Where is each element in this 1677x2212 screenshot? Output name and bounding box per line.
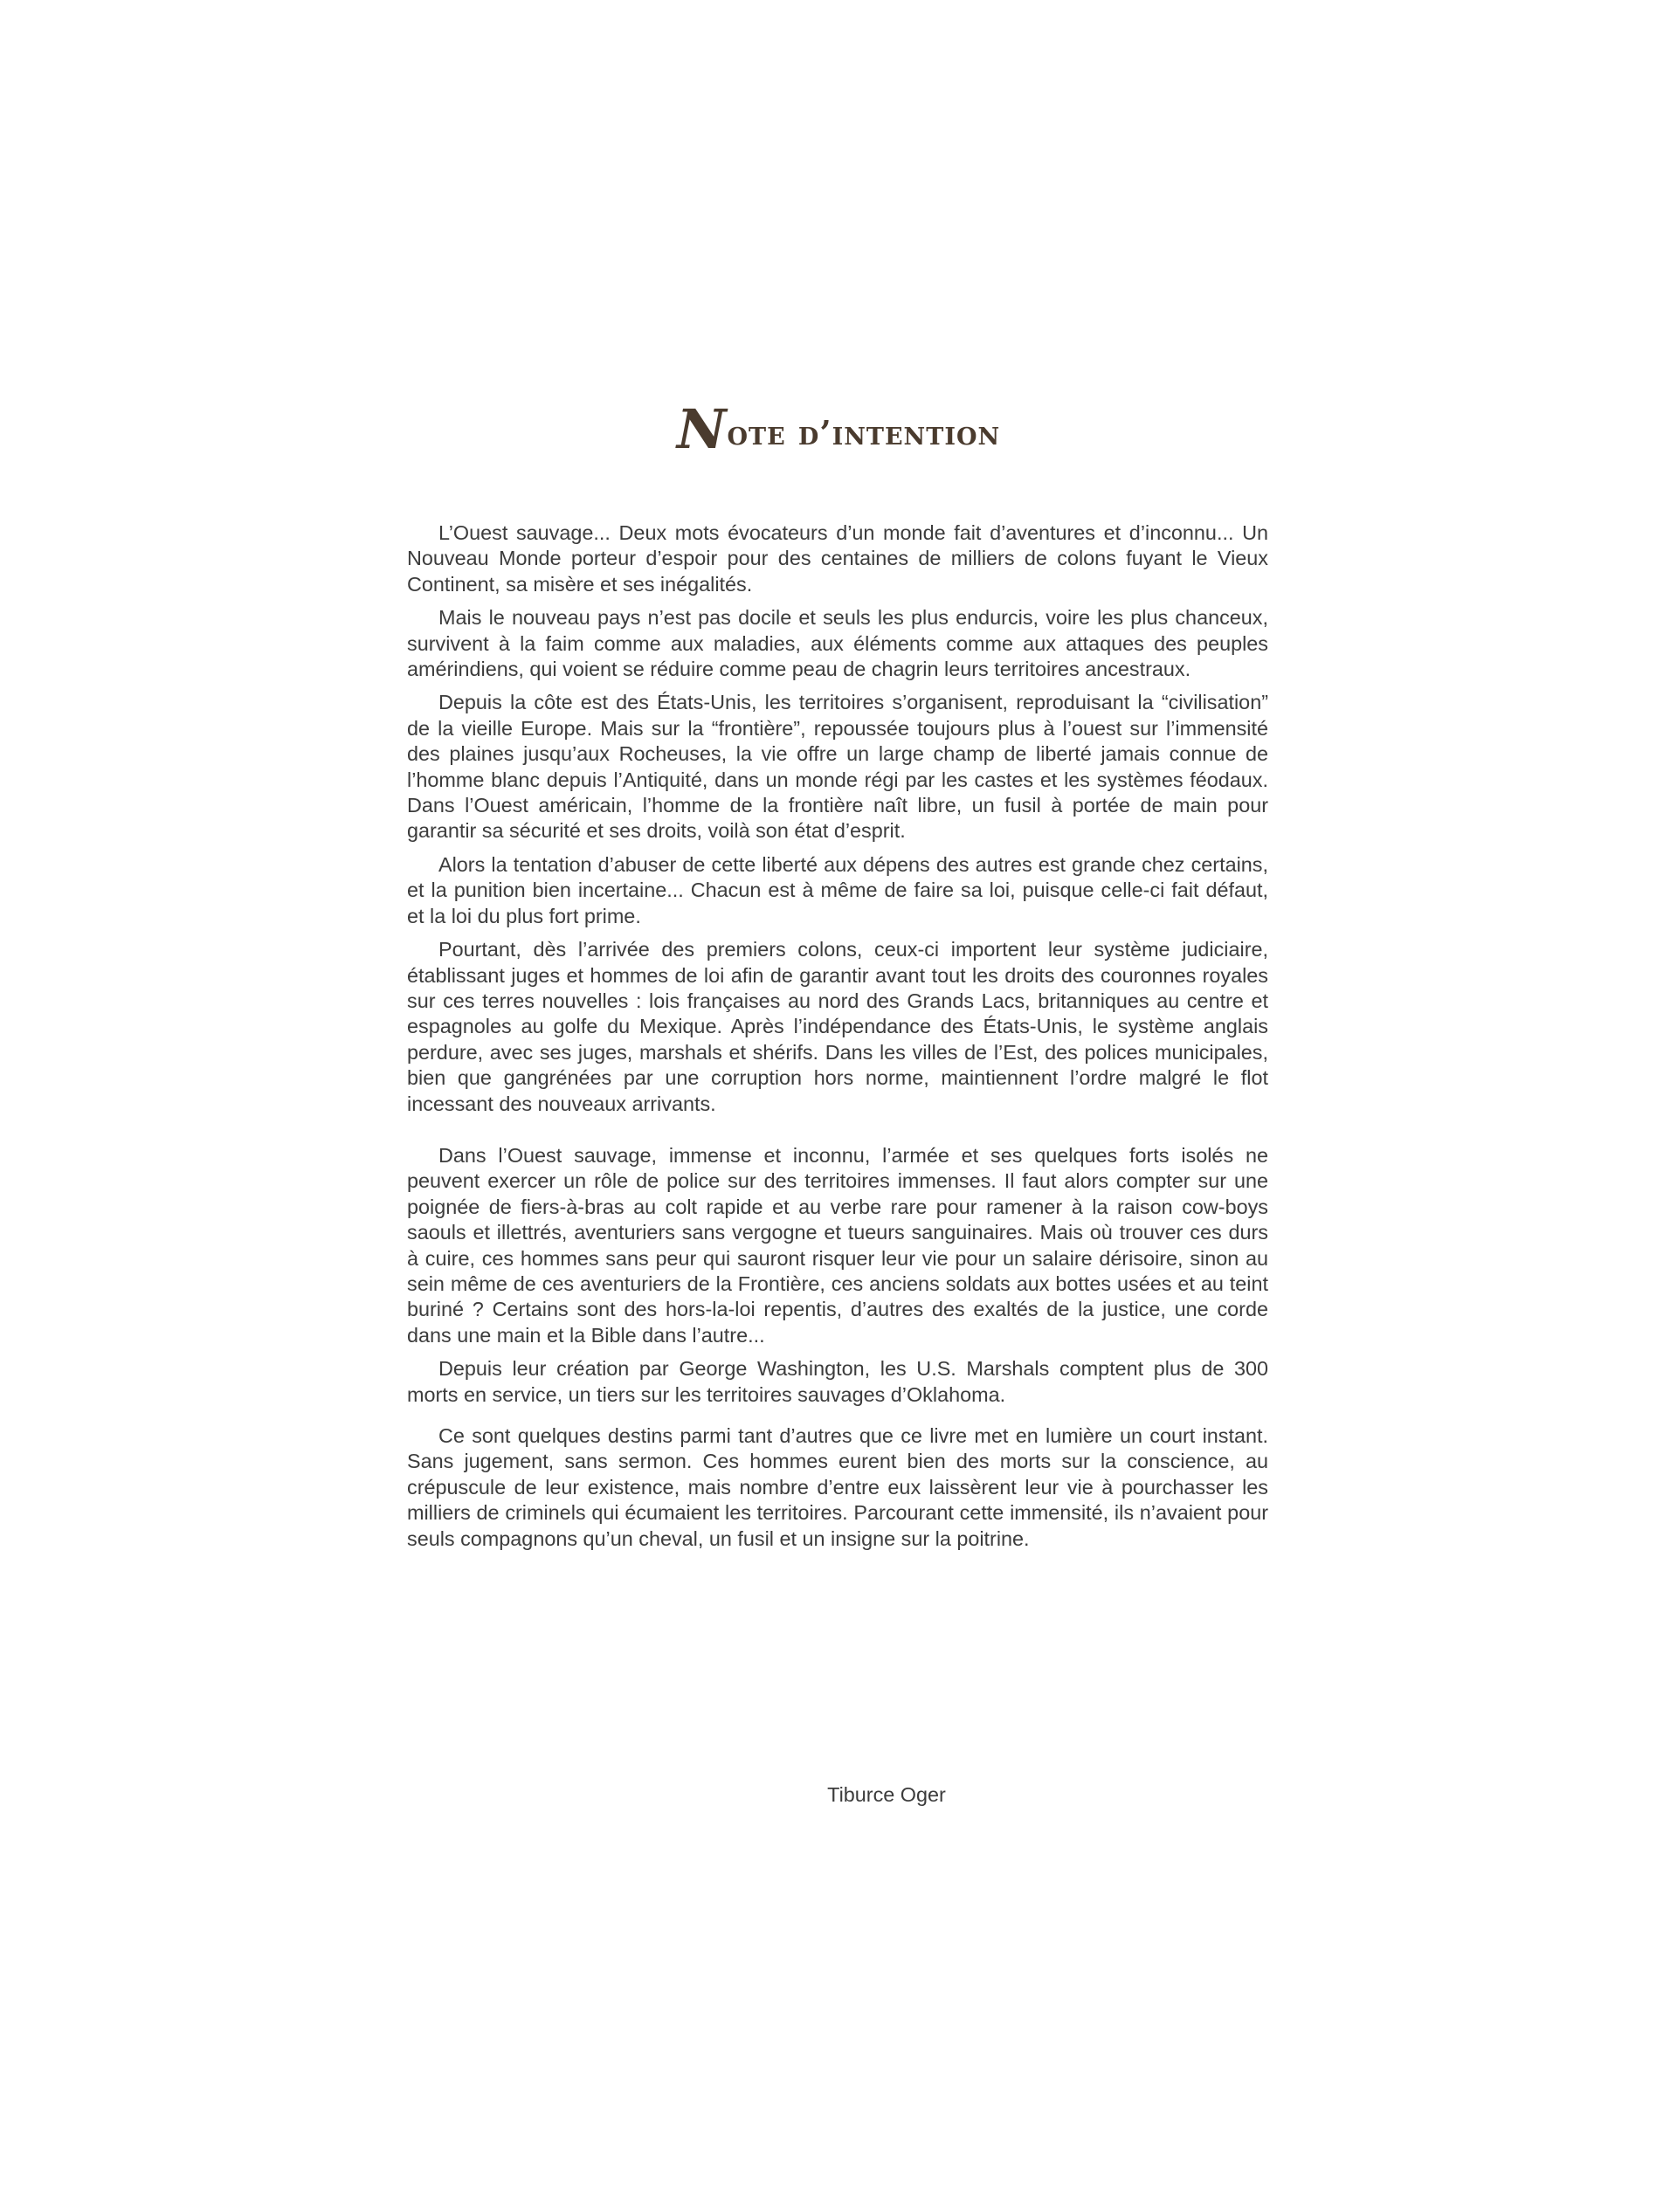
paragraph-3: Depuis la côte est des États-Unis, les territoires s’organisent, reproduisant la “civilisation” de la vieille Europe. Mais sur la “frontière”, repoussée toujours plus à l’ouest sur l’immensité des plaines jusqu’aux Rocheuses, la vie offre un large champ de liberté jamais connue de l’homme blanc depuis l’Antiquité, dans un monde régi par les castes et les systèmes féodaux. Dans l’Ouest américain, l’homme de la frontière naît libre, un fusil à portée de main pour garantir sa sécurité et ses droits, voilà son état d’esprit. (407, 691, 1268, 843)
body-text (407, 520, 1268, 1560)
paragraph-7: Depuis leur création par George Washington, les U.S. Marshals comptent plus de 300 morts en service, un tiers sur les territoires sauvages d’Oklahoma. (407, 1357, 1268, 1406)
title-initial: N (676, 397, 728, 462)
page-title (0, 397, 1677, 461)
title-rest: ote d’intention (727, 413, 1001, 453)
author-signature: Tiburce Oger (827, 1783, 946, 1806)
paragraph-5: Pourtant, dès l’arrivée des premiers colons, ceux-ci importent leur système judiciaire, établissant juges et hommes de loi afin de garantir avant tout les droits des couronnes royales sur ces terres nouvelles : lois françaises au nord des Grands Lacs, britanniques au centre et espagnoles au golfe du Mexique. Après l’indépendance des États-Unis, le système anglais perdure, avec ses juges, marshals et shérifs. Dans les villes de l’Est, des polices municipales, bien que gangrénées par une corruption hors norme, maintiennent l’ordre malgré le flot incessant des nouveaux arrivants. (407, 938, 1268, 1115)
paragraph-2: Mais le nouveau pays n’est pas docile et seuls les plus endurcis, voire les plus chanceux, survivent à la faim comme aux maladies, aux éléments comme aux attaques des peuples amérindiens, qui voient se réduire comme peau de chagrin leurs territoires ancestraux. (407, 606, 1268, 681)
paragraph-4: Alors la tentation d’abuser de cette liberté aux dépens des autres est grande chez certains, et la punition bien incertaine... Chacun est à même de faire sa loi, puisque celle-ci fait défaut, et la loi du plus fort prime. (407, 852, 1268, 927)
paragraph-8: Ce sont quelques destins parmi tant d’autres que ce livre met en lumière un court instant. Sans jugement, sans sermon. Ces hommes eurent bien des morts sur la conscience, au crépuscule de leur existence, mais nombre d’entre eux laissèrent leur vie à pourchasser les milliers de criminels qui écumaient les territoires. Parcourant cette immensité, ils n’avaient pour seuls compagnons qu’un cheval, un fusil et un insigne sur la poitrine. (407, 1424, 1268, 1550)
paragraph-1: L’Ouest sauvage... Deux mots évocateurs d’un monde fait d’aventures et d’inconnu... Un Nouveau Monde porteur d’espoir pour des centaines de milliers de colons fuyant le Vieux Continent, sa misère et ses inégalités. (407, 521, 1268, 596)
paragraph-6: Dans l’Ouest sauvage, immense et inconnu, l’armée et ses quelques forts isolés ne peuvent exercer un rôle de police sur des territoires immenses. Il faut alors compter sur une poignée de fiers-à-bras au colt rapide et au verbe rare pour ramener à la raison cow-boys saouls et illettrés, aventuriers sans vergogne et tueurs sanguinaires. Mais où trouver ces durs à cuire, ces hommes sans peur qui sauront risquer leur vie pour un salaire dérisoire, sinon au sein même de ces aventuriers de la Frontière, ces anciens soldats aux bottes usées et au teint buriné ? Certains sont des hors-la-loi repentis, d’autres des exaltés de la justice, une corde dans une main et la Bible dans l’autre... (407, 1143, 1268, 1347)
